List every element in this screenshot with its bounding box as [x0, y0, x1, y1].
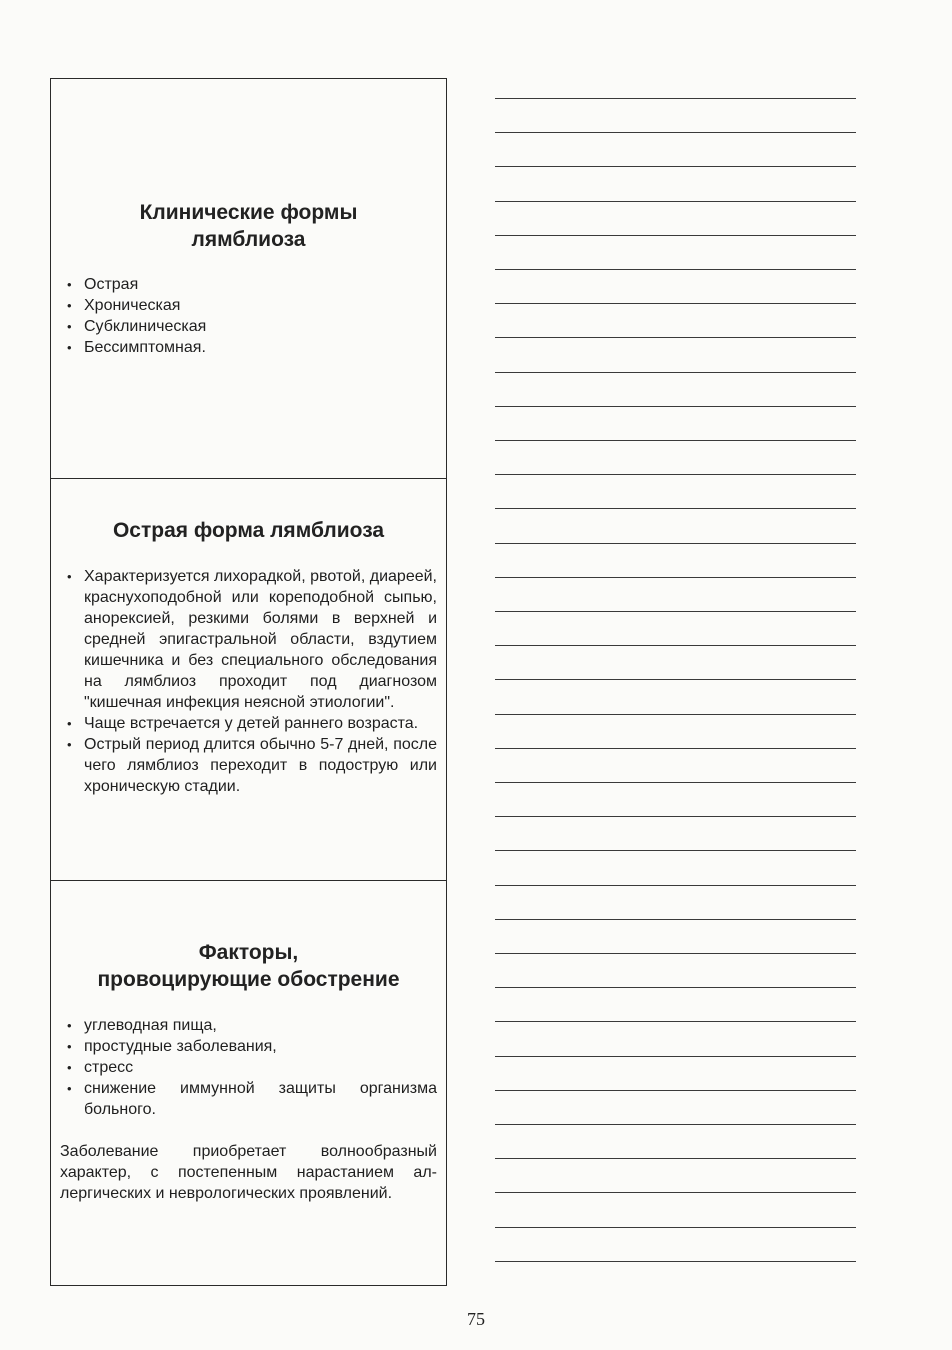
- list-item: • углеводная пища,: [60, 1015, 437, 1036]
- note-line: [495, 474, 856, 475]
- note-line: [495, 850, 856, 851]
- note-line: [495, 166, 856, 167]
- note-line: [495, 1227, 856, 1228]
- notes-lines: [495, 98, 856, 1278]
- slide-exacerbation-factors: [51, 881, 446, 1287]
- clinical-forms-list: [60, 274, 436, 358]
- list-item: • простудные заболевания,: [60, 1036, 437, 1057]
- note-line: [495, 987, 856, 988]
- note-line: [495, 919, 856, 920]
- note-line: [495, 508, 856, 509]
- note-line: [495, 1192, 856, 1193]
- note-line: [495, 953, 856, 954]
- list-item: • Острая: [60, 274, 436, 295]
- slide-title: [51, 199, 446, 253]
- note-line: [495, 406, 856, 407]
- note-line: [495, 885, 856, 886]
- note-line: [495, 679, 856, 680]
- slide-title: Острая форма лямблиоза: [112, 519, 385, 542]
- note-line: [495, 303, 856, 304]
- note-line: [495, 98, 856, 99]
- title-line-1: Клинические формы: [139, 201, 358, 224]
- list-item: • снижение иммунной защиты организма больного.: [60, 1078, 437, 1120]
- note-line: [495, 816, 856, 817]
- note-line: [495, 269, 856, 270]
- list-item: • Бессимптомная.: [60, 337, 436, 358]
- note-line: [495, 1056, 856, 1057]
- list-item: • Чаще встречается у детей раннего возраста.: [60, 713, 437, 734]
- title-line-2: провоцирующие обострение: [97, 968, 400, 991]
- list-item: • Субклиническая: [60, 316, 436, 337]
- note-line: [495, 1021, 856, 1022]
- slides-panel: [50, 78, 447, 1286]
- note-line: [495, 714, 856, 715]
- note-line: [495, 1124, 856, 1125]
- note-line: [495, 611, 856, 612]
- list-item: • стресс: [60, 1057, 437, 1078]
- note-line: [495, 645, 856, 646]
- note-line: [495, 1090, 856, 1091]
- note-line: [495, 1158, 856, 1159]
- note-line: [495, 440, 856, 441]
- note-line: [495, 201, 856, 202]
- note-line: [495, 577, 856, 578]
- list-item: • Характеризуется лихорадкой, рвотой, диареей, краснухоподобной или кореподобной сыпью, анорексией, резкими болями в верхней и средней эпигастральной области, вздутием кишечника и без специального обследования на лямблиоз проходит под диагнозом "кишечная инфекция неясной этиологии".: [60, 566, 437, 713]
- slide-clinical-forms: [51, 79, 446, 479]
- title-line-1: Факторы,: [198, 941, 299, 964]
- note-line: [495, 235, 856, 236]
- note-line: [495, 337, 856, 338]
- factors-list: [60, 1015, 437, 1120]
- title-line-2: лямблиоза: [191, 228, 306, 251]
- note-line: [495, 543, 856, 544]
- slide-acute-form: [51, 479, 446, 881]
- list-item: • Хроническая: [60, 295, 436, 316]
- note-line: [495, 372, 856, 373]
- note-line: [495, 1261, 856, 1262]
- note-line: [495, 132, 856, 133]
- page-number: 75: [467, 1309, 485, 1329]
- list-item: • Острый период длится обычно 5-7 дней, после чего лямблиоз переходит в подострую или хроническую стадии.: [60, 734, 437, 797]
- note-line: [495, 782, 856, 783]
- acute-form-list: [60, 566, 437, 797]
- slide-title: [51, 939, 446, 993]
- note-line: [495, 748, 856, 749]
- summary-paragraph: Заболевание приобретает волнообразный характер, с постепенным нарастанием аллергических и неврологических проявлений.: [60, 1143, 437, 1202]
